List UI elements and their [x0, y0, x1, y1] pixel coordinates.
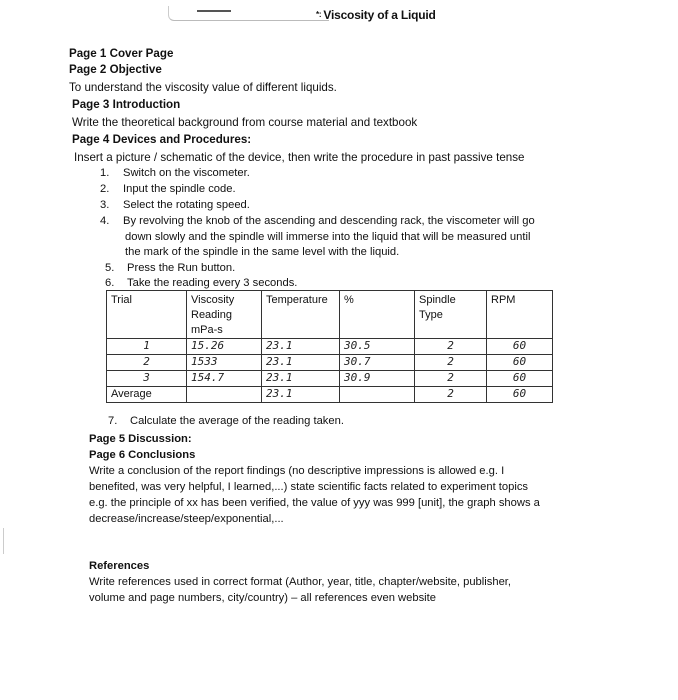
cell-percent: 30.9 [340, 371, 415, 387]
header-temperature [262, 291, 340, 339]
header-tab-outline [168, 6, 329, 21]
step-number: 7. [108, 415, 118, 427]
document-title [316, 8, 436, 22]
step-text: Take the reading every 3 seconds. [127, 277, 298, 289]
header-viscosity [187, 291, 262, 339]
table-row-average [107, 387, 553, 403]
section-page4: Page 4 Devices and Procedures: [72, 133, 252, 146]
cell-percent: 30.7 [340, 355, 415, 371]
section-page3: Page 3 Introduction [72, 98, 181, 111]
step-text: Select the rotating speed. [123, 199, 250, 211]
cell-spindle: 2 [415, 355, 487, 371]
header-spindle-line1: Spindle [419, 294, 456, 306]
header-temperature-label: Temperature [266, 294, 328, 306]
header-viscosity-line3: mPa-s [191, 324, 223, 336]
header-trial [107, 291, 187, 339]
references-text-line: volume and page numbers, city/country) – all references even website [89, 592, 436, 604]
conclusion-text-line: e.g. the principle of xx has been verified, the value of yyy was 999 [unit], the graph shows a [89, 497, 540, 509]
document-title-text: Viscosity of a Liquid [323, 8, 436, 22]
title-marker: *: [316, 10, 322, 19]
conclusion-text-line: decrease/increase/steep/exponential,... [89, 513, 284, 525]
step-text-continued: the mark of the spindle in the same level with the liquid. [125, 246, 400, 258]
header-percent-label: % [344, 294, 354, 306]
header-dash [197, 10, 231, 12]
cell-viscosity: 15.26 [187, 339, 262, 355]
step-text: By revolving the knob of the ascending and descending rack, the viscometer will go [123, 215, 535, 227]
cell-percent: 30.5 [340, 339, 415, 355]
header-spindle-line2: Type [419, 309, 443, 321]
table-row [107, 339, 553, 355]
cell-trial: 1 [107, 339, 187, 355]
conclusion-text-line: Write a conclusion of the report findings (no descriptive impressions is allowed e.g. I [89, 465, 505, 477]
cell-spindle: 2 [415, 339, 487, 355]
section-page5: Page 5 Discussion: [89, 433, 192, 445]
step-text: Press the Run button. [127, 262, 236, 274]
table-header-row [107, 291, 553, 339]
step-number: 6. [105, 277, 115, 289]
section-page6: Page 6 Conclusions [89, 449, 196, 461]
cell-viscosity [187, 387, 262, 403]
header-viscosity-line2: Reading [191, 309, 232, 321]
cell-trial: Average [107, 387, 187, 403]
cell-temperature: 23.1 [262, 371, 340, 387]
objective-text: To understand the viscosity value of different liquids. [69, 81, 337, 94]
cell-spindle: 2 [415, 387, 487, 403]
header-rpm-label: RPM [491, 294, 516, 306]
cell-rpm: 60 [487, 371, 553, 387]
cell-rpm: 60 [487, 339, 553, 355]
step-text: Calculate the average of the reading taken. [130, 415, 344, 427]
cell-trial: 2 [107, 355, 187, 371]
step-number: 3. [100, 199, 110, 211]
header-viscosity-line1: Viscosity [191, 294, 235, 306]
step-text-continued: down slowly and the spindle will immerse into the liquid that will be measured until [125, 231, 531, 243]
step-number: 5. [105, 262, 115, 274]
cell-viscosity: 1533 [187, 355, 262, 371]
procedures-intro-text: Insert a picture / schematic of the device, then write the procedure in past passive tense [74, 151, 525, 164]
introduction-text: Write the theoretical background from course material and textbook [72, 116, 418, 129]
cell-percent [340, 387, 415, 403]
references-text-line: Write references used in correct format (Author, year, title, chapter/website, publisher, [89, 576, 512, 588]
step-number: 4. [100, 215, 110, 227]
header-spindle [415, 291, 487, 339]
cell-temperature: 23.1 [262, 387, 340, 403]
readings-table [106, 290, 553, 403]
cell-viscosity: 154.7 [187, 371, 262, 387]
conclusion-text-line: benefited, was very helpful, I learned,...) state scientific facts related to experiment topics [89, 481, 529, 493]
table-row [107, 355, 553, 371]
cell-rpm: 60 [487, 387, 553, 403]
cell-rpm: 60 [487, 355, 553, 371]
section-page1: Page 1 Cover Page [69, 47, 174, 60]
step-text: Input the spindle code. [123, 183, 236, 195]
step-number: 1. [100, 167, 110, 179]
section-page2: Page 2 Objective [69, 63, 162, 76]
cell-temperature: 23.1 [262, 339, 340, 355]
header-trial-label: Trial [111, 294, 132, 306]
table-row [107, 371, 553, 387]
step-text: Switch on the viscometer. [123, 167, 250, 179]
header-rpm [487, 291, 553, 339]
cell-trial: 3 [107, 371, 187, 387]
references-title: References [89, 560, 150, 572]
cell-spindle: 2 [415, 371, 487, 387]
header-percent [340, 291, 415, 339]
step-number: 2. [100, 183, 110, 195]
cell-temperature: 23.1 [262, 355, 340, 371]
scan-edge-mark [3, 528, 4, 554]
